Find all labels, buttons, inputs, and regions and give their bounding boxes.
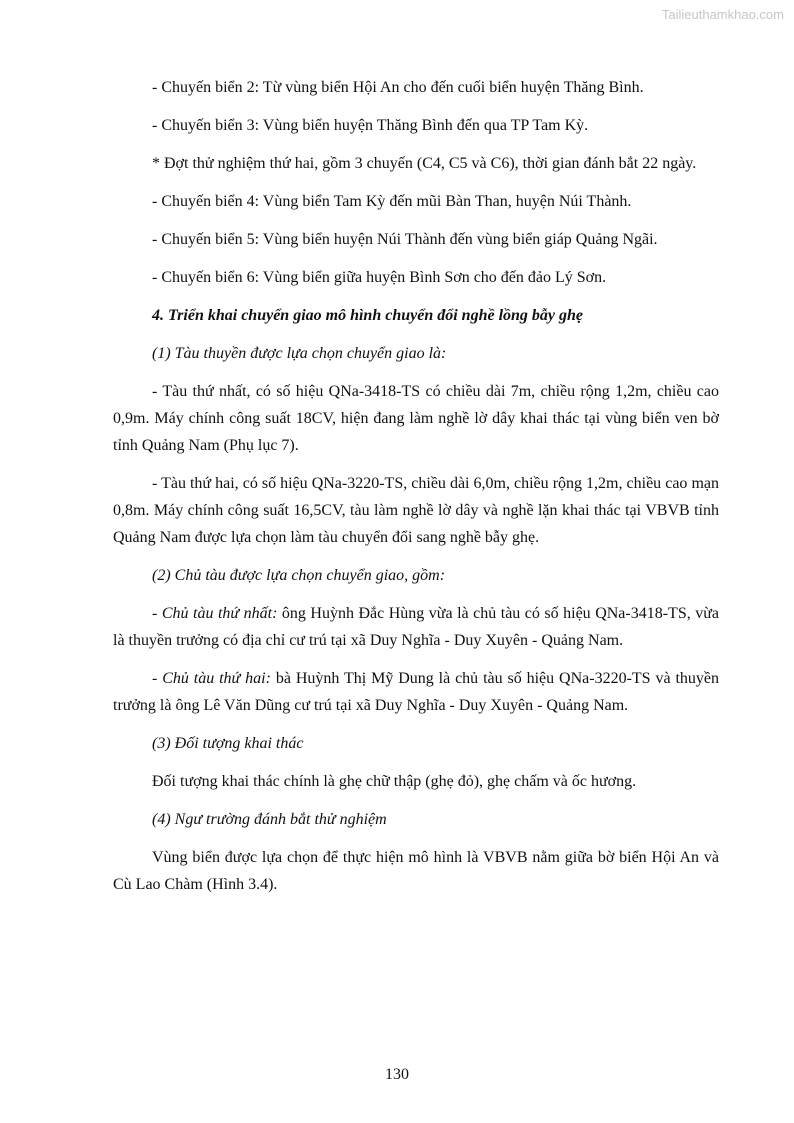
owner-2-label: - Chủ tàu thứ hai:: [152, 670, 271, 687]
owner-1-label: - Chủ tàu thứ nhất:: [152, 605, 278, 622]
watermark: Tailieuthamkhao.com: [661, 7, 784, 22]
paragraph-trip-6: - Chuyến biển 6: Vùng biển giữa huyện Bình Sơn cho đến đảo Lý Sơn.: [152, 269, 607, 286]
paragraph-fishing-ground: Vùng biển được lựa chọn để thực hiện mô hình là VBVB nằm giữa bờ biển Hội An và Cù Lao Chàm (Hình 3.4).: [113, 849, 719, 893]
subheading-fishing-ground: (4) Ngư trường đánh bắt thử nghiệm: [152, 811, 387, 828]
owner-2-text: bà Huỳnh Thị Mỹ Dung là chủ tàu số hiệu QNa-3220-TS và thuyền trưởng là ông Lê Văn Dũng cư trú tại xã Duy Nghĩa - Duy Xuyên - Quảng Nam.: [113, 670, 720, 714]
document-body: [113, 74, 719, 909]
paragraph-trip-5: - Chuyến biển 5: Vùng biển huyện Núi Thành đến vùng biển giáp Quảng Ngãi.: [152, 231, 658, 248]
paragraph-vessel-1: - Tàu thứ nhất, có số hiệu QNa-3418-TS có chiều dài 7m, chiều rộng 1,2m, chiều cao 0,9m. Máy chính công suất 18CV, hiện đang làm nghề lờ dây khai thác tại vùng biển ven bờ tỉnh Quảng Nam (Phụ lục 7).: [113, 383, 719, 454]
paragraph-target-species: Đối tượng khai thác chính là ghẹ chữ thập (ghẹ đỏ), ghẹ chấm và ốc hương.: [152, 773, 637, 790]
section-heading-4: 4. Triển khai chuyển giao mô hình chuyển đổi nghề lồng bẫy ghẹ: [152, 307, 584, 324]
paragraph-owner-1: [113, 600, 719, 654]
subheading-vessels: (1) Tàu thuyền được lựa chọn chuyển giao là:: [152, 345, 447, 362]
paragraph-second-trial: * Đợt thử nghiệm thứ hai, gồm 3 chuyến (C4, C5 và C6), thời gian đánh bắt 22 ngày.: [152, 155, 697, 172]
page-number: 130: [385, 1066, 409, 1083]
subheading-target-species: (3) Đối tượng khai thác: [152, 735, 304, 752]
owner-1-text: ông Huỳnh Đắc Hùng vừa là chủ tàu có số hiệu QNa-3418-TS, vừa là thuyền trưởng có địa chỉ cư trú tại xã Duy Nghĩa - Duy Xuyên - Quảng Nam.: [113, 605, 720, 649]
paragraph-owner-2: [113, 665, 719, 719]
subheading-owners: (2) Chủ tàu được lựa chọn chuyển giao, gồm:: [152, 567, 446, 584]
paragraph-trip-4: - Chuyến biển 4: Vùng biển Tam Kỳ đến mũi Bàn Than, huyện Núi Thành.: [152, 193, 632, 210]
paragraph-trip-3: - Chuyến biển 3: Vùng biển huyện Thăng Bình đến qua TP Tam Kỳ.: [152, 117, 589, 134]
paragraph-vessel-2: - Tàu thứ hai, có số hiệu QNa-3220-TS, chiều dài 6,0m, chiều rộng 1,2m, chiều cao mạn 0,8m. Máy chính công suất 16,5CV, tàu làm nghề lờ dây và nghề lặn khai thác tại VBVB tỉnh Quảng Nam được lựa chọn làm tàu chuyển đổi sang nghề bẫy ghẹ.: [113, 475, 719, 546]
paragraph-trip-2: - Chuyến biển 2: Từ vùng biển Hội An cho đến cuối biển huyện Thăng Bình.: [152, 79, 644, 96]
